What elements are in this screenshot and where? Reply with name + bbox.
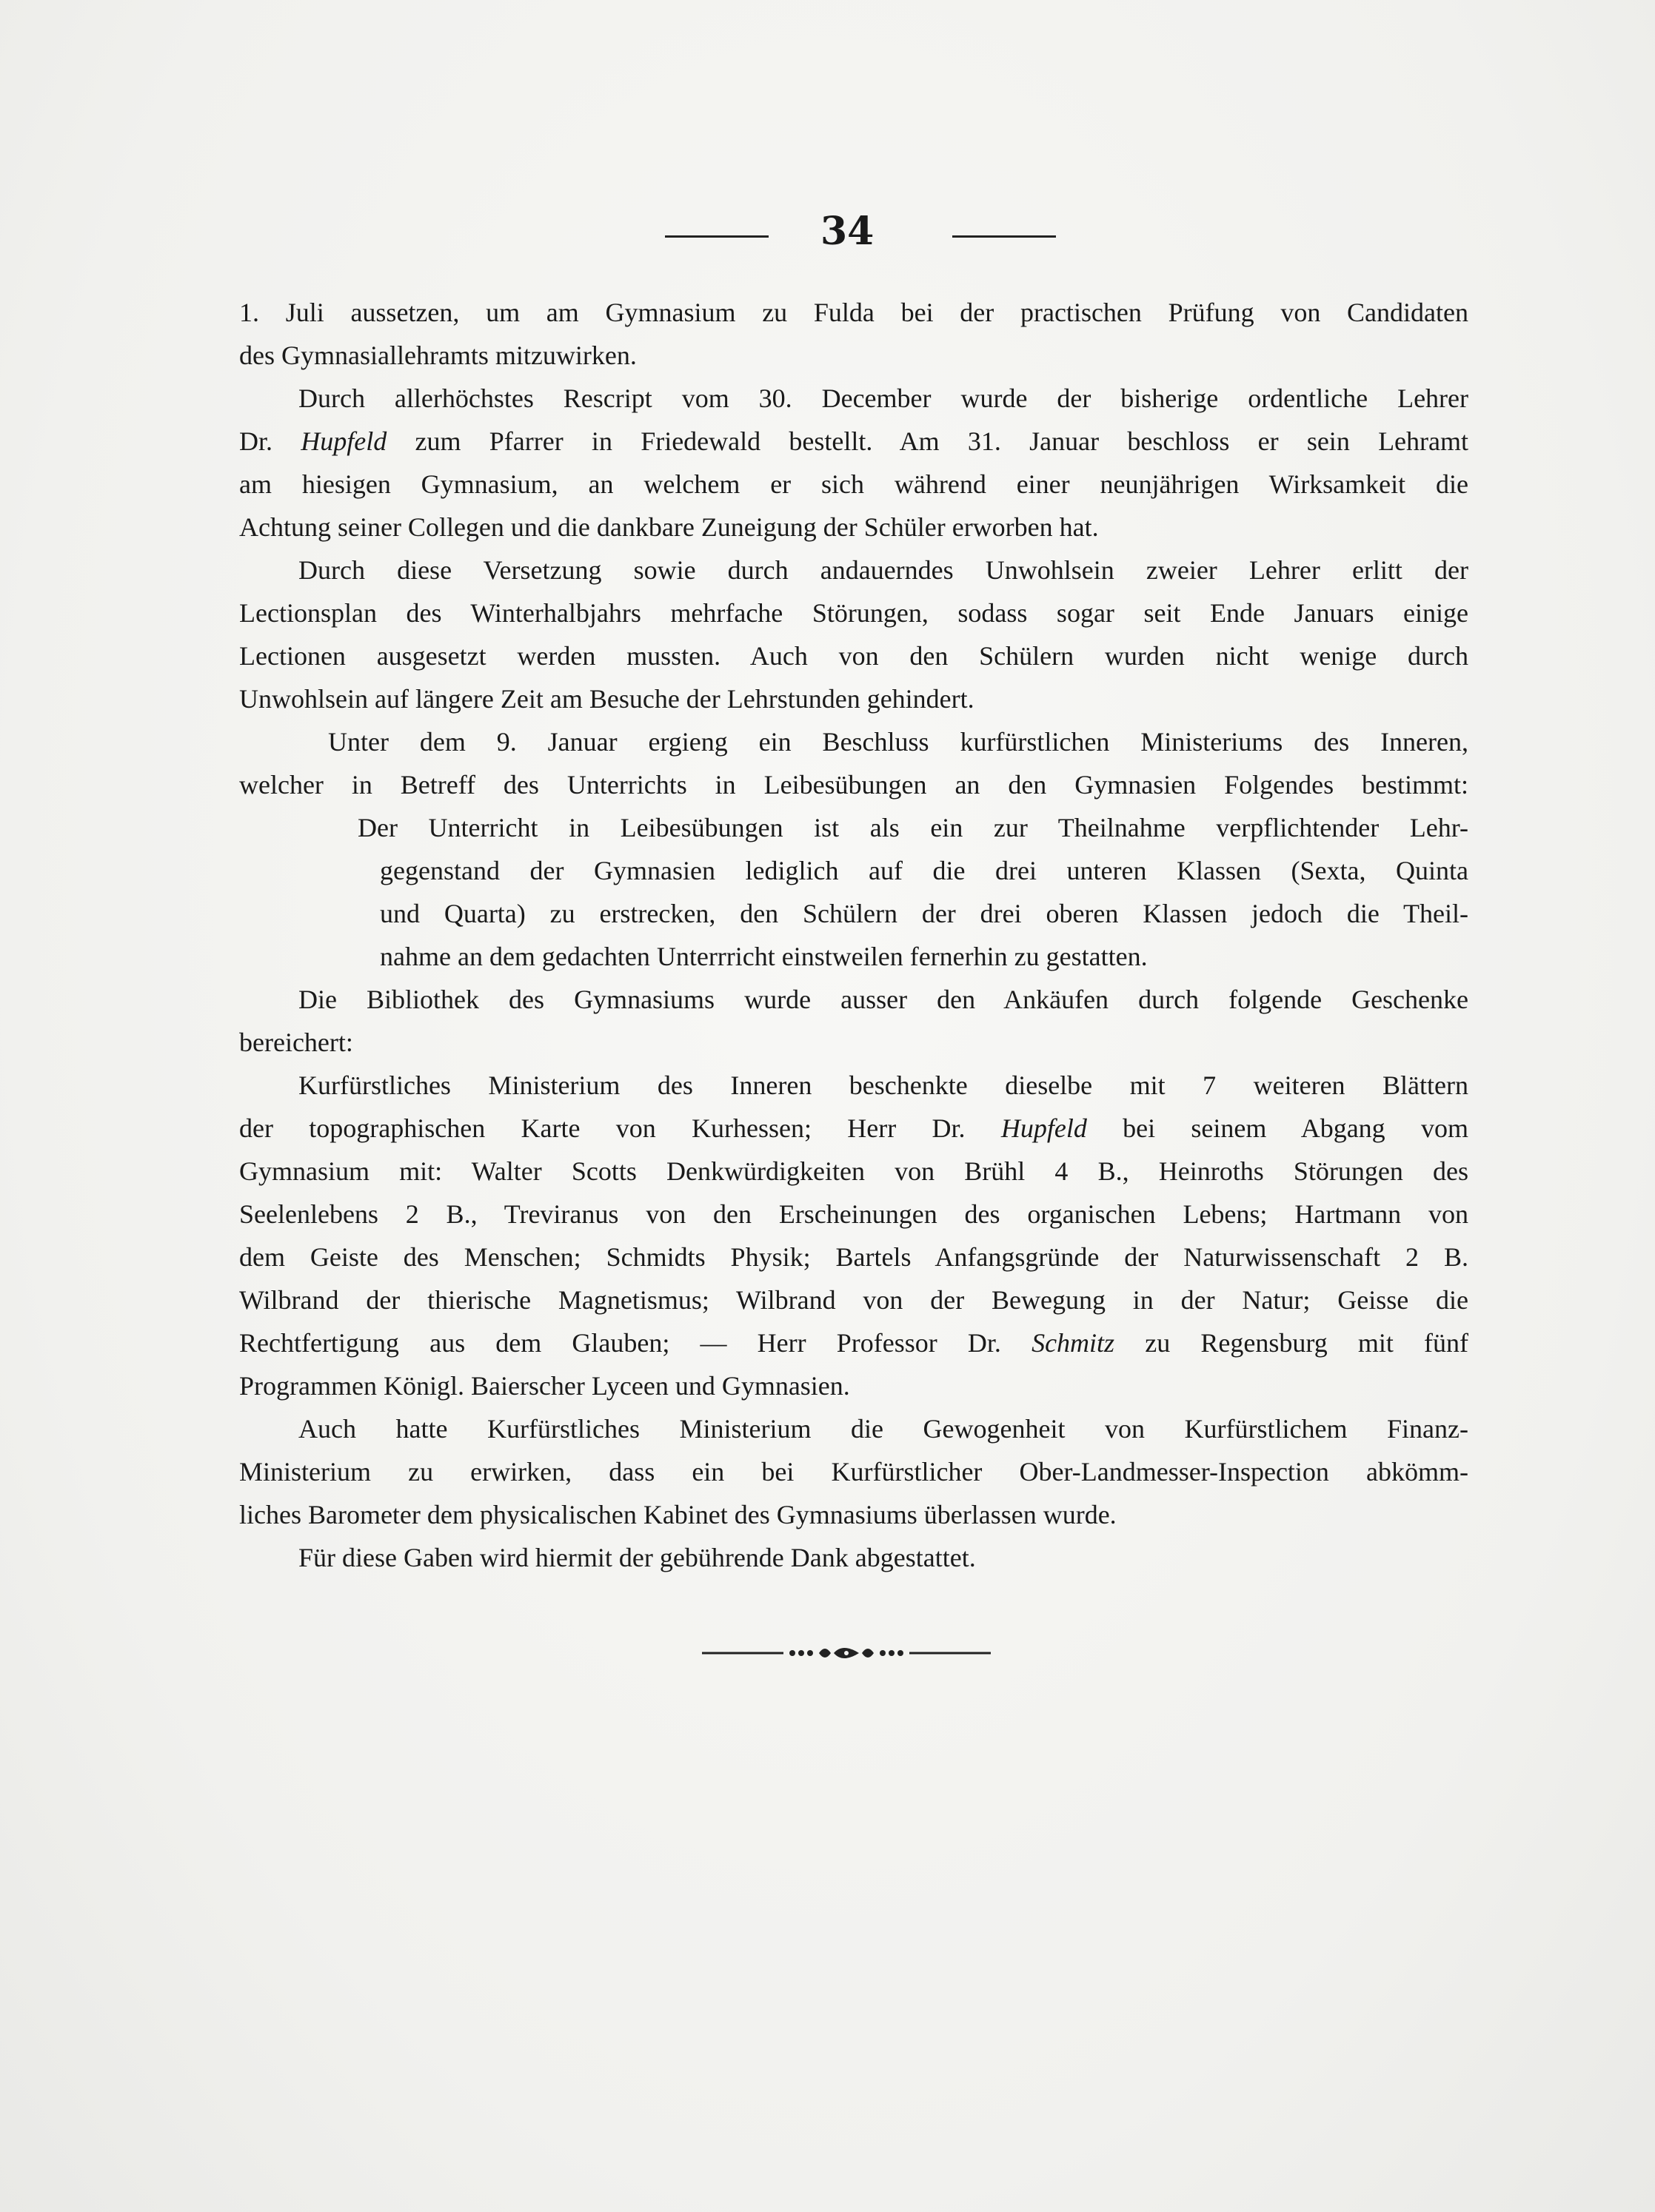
paragraph (239, 1064, 1468, 1407)
paragraph (239, 549, 1468, 720)
person-name: Hupfeld (1000, 1113, 1087, 1143)
text-line: Seelenlebens 2 B., Treviranus von den Erscheinungen des organischen Lebens; Hartmann von (239, 1199, 1468, 1229)
text-line: Dr. Hupfeld zum Pfarrer in Friedewald bestellt. Am 31. Januar beschloss er sein Lehramt (239, 426, 1469, 456)
decorative-rule-ornament-icon (702, 1642, 991, 1664)
text-line: liches Barometer dem physicalischen Kabinet des Gymnasiums überlassen wurde. (239, 1500, 1117, 1529)
person-name: Hupfeld (301, 426, 387, 456)
text-line: und Quarta) zu erstrecken, den Schülern der drei oberen Klassen jedoch die Theil- (380, 899, 1468, 928)
text-line: Die Bibliothek des Gymnasiums wurde ausser den Ankäufen durch folgende Geschenke (298, 985, 1468, 1014)
text-line: Unwohlsein auf längere Zeit am Besuche der Lehrstunden gehindert. (239, 684, 974, 714)
text-line: Programmen Königl. Baierscher Lyceen und Gymnasien. (239, 1371, 850, 1401)
text-line: Lectionsplan des Winterhalbjahrs mehrfache Störungen, sodass sogar seit Ende Januars einige (239, 598, 1468, 628)
text-line: Durch diese Versetzung sowie durch andauerndes Unwohlsein zweier Lehrer erlitt der (298, 555, 1468, 585)
text-line: der topographischen Karte von Kurhessen; Herr Dr. Hupfeld bei seinem Abgang vom (239, 1113, 1468, 1143)
text-line: Achtung seiner Collegen und die dankbare Zuneigung der Schüler erworben hat. (239, 512, 1099, 542)
paragraph (239, 1407, 1468, 1536)
paragraph (239, 1536, 1468, 1579)
header-rule-left (665, 235, 769, 238)
text-line: des Gymnasiallehramts mitzuwirken. (239, 341, 637, 370)
page-number: 34 (820, 209, 875, 254)
text-line: Ministerium zu erwirken, dass ein bei Kurfürstlicher Ober-Landmesser-Inspection abkömm- (239, 1457, 1468, 1487)
text-line: gegenstand der Gymnasien lediglich auf die drei unteren Klassen (Sexta, Quinta (380, 856, 1468, 885)
text-line: 1. Juli aussetzen, um am Gymnasium zu Fulda bei der practischen Prüfung von Candidaten (239, 298, 1468, 327)
text-line: bereichert: (239, 1028, 353, 1057)
text-line: Für diese Gaben wird hiermit der gebührende Dank abgestattet. (298, 1543, 976, 1572)
page-header (0, 209, 1655, 261)
text-line: Kurfürstliches Ministerium des Inneren beschenkte dieselbe mit 7 weiteren Blättern (298, 1070, 1468, 1100)
text-line: Wilbrand der thierische Magnetismus; Wilbrand von der Bewegung in der Natur; Geisse die (239, 1285, 1468, 1315)
person-name: Schmitz (1032, 1328, 1115, 1358)
text-line: Auch hatte Kurfürstliches Ministerium die Gewogenheit von Kurfürstlichem Finanz- (298, 1414, 1468, 1444)
text-line: dem Geiste des Menschen; Schmidts Physik; Bartels Anfangsgründe der Naturwissenschaft 2 B. (239, 1242, 1468, 1272)
text-line: am hiesigen Gymnasium, an welchem er sich während einer neunjährigen Wirksamkeit die (239, 469, 1468, 499)
text-line: Der Unterricht in Leibesübungen ist als ein zur Theilnahme verpflichtender Lehr- (358, 813, 1468, 842)
quoted-decree (239, 806, 1468, 978)
paragraph (239, 377, 1468, 549)
page-body (239, 291, 1468, 1579)
paragraph (239, 978, 1468, 1064)
text-line: Rechtfertigung aus dem Glauben; — Herr Professor Dr. Schmitz zu Regensburg mit fünf (239, 1328, 1468, 1358)
text-line: nahme an dem gedachten Unterrricht einstweilen fernerhin zu gestatten. (380, 942, 1148, 971)
text-line: welcher in Betreff des Unterrichts in Leibesübungen an den Gymnasien Folgendes bestimmt: (239, 770, 1468, 800)
paragraph (239, 291, 1468, 377)
header-rule-right (952, 235, 1056, 238)
text-line: Unter dem 9. Januar ergieng ein Beschluss kurfürstlichen Ministeriums des Inneren, (328, 727, 1468, 757)
paragraph (239, 720, 1468, 806)
text-line: Gymnasium mit: Walter Scotts Denkwürdigkeiten von Brühl 4 B., Heinroths Störungen des (239, 1156, 1468, 1186)
text-line: Lectionen ausgesetzt werden mussten. Auch von den Schülern wurden nicht wenige durch (239, 641, 1468, 671)
text-line: Durch allerhöchstes Rescript vom 30. December wurde der bisherige ordentliche Lehrer (298, 383, 1468, 413)
